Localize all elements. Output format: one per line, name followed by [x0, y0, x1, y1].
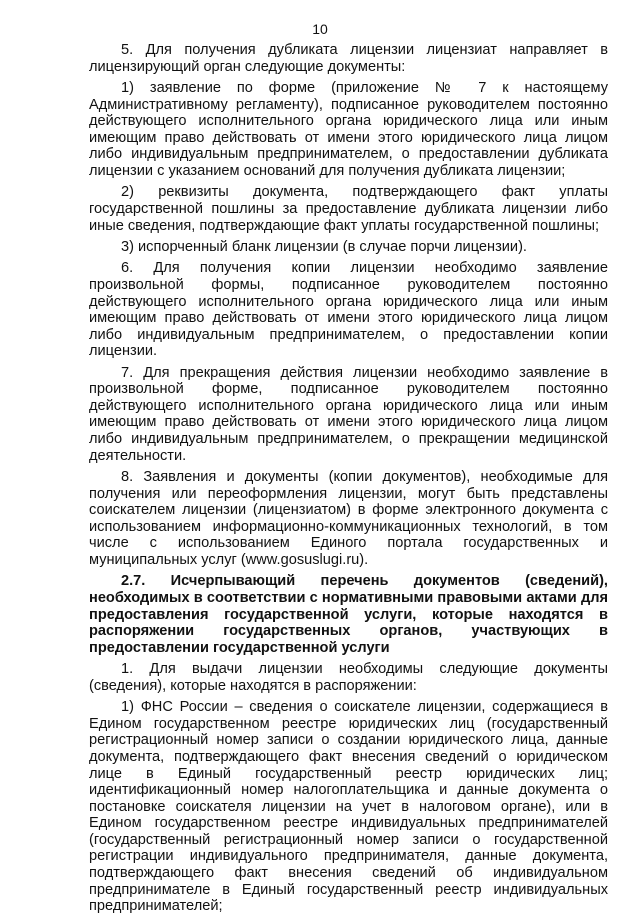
paragraph-7: 7. Для прекращения действия лицензии необходимо заявление в произвольной форме, подписанное руководителем постоянно действующего исполнительного органа юридического лица или иным имеющим право действовать от имени этого юридического лица лицом либо индивидуальным предпринимателем, о прекращении медицинской деятельности. — [89, 364, 608, 464]
document-body — [89, 42, 608, 915]
paragraph-5-item-2: 2) реквизиты документа, подтверждающего факт уплаты государственной пошлины за предоставление дубликата лицензии либо иные сведения, подтверждающие факт уплаты государственной пошлины; — [89, 184, 608, 234]
paragraph-5: 5. Для получения дубликата лицензии лицензиат направляет в лицензирующий орган следующие документы: — [89, 42, 608, 75]
section-heading: 2.7. Исчерпывающий перечень документов (сведений), необходимых в соответствии с нормативными правовыми актами для предоставления государственной услуги, которые находятся в распоряжении государственных органов, участвующих в предоставлении государственной услуги — [89, 573, 608, 656]
paragraph-5-item-1: 1) заявление по форме (приложение № 7 к настоящему Административному регламенту), подписанное руководителем постоянно действующего исполнительного органа юридического лица или иным имеющим право действовать от имени этого юридического лица лицом либо индивидуальным предпринимателем, о предоставлении дубликата лицензии с указанием оснований для получения дубликата лицензии; — [89, 79, 608, 179]
paragraph-8: 8. Заявления и документы (копии документов), необходимые для получения или переоформления лицензии, могут быть представлены соискателем лицензии (лицензиатом) в форме электронного документа с использованием информационно-коммуникационных технологий, в том числе с использованием Единого портала государственных и муниципальных услуг (www.gosuslugi.ru). — [89, 469, 608, 568]
page-number: 10 — [312, 21, 328, 37]
section-paragraph-1-item-1: 1) ФНС России – сведения о соискателе лицензии, содержащиеся в Едином государственном реестре юридических лиц (государственный регистрационный номер записи о создании юридического лица, данные документа, подтверждающего факт внесения сведений о юридическом лице в Единый государственный реестр юридических лиц; идентификационный номер налогоплательщика и данные документа о постановке соискателя лицензии на учет в налоговом органе), или в Едином государственном реестре индивидуальных предпринимателей (государственный регистрационный номер записи о государственной регистрации индивидуального предпринимателя, данные документа, подтверждающего факт внесения сведений об индивидуальном предпринимателе в Единый государственный реестр индивидуальных предпринимателей; — [89, 699, 608, 915]
paragraph-5-item-3: 3) испорченный бланк лицензии (в случае порчи лицензии). — [121, 238, 527, 255]
paragraph-6: 6. Для получения копии лицензии необходимо заявление произвольной формы, подписанное руководителем постоянно действующего исполнительного органа юридического лица или иным имеющим право действовать от имени этого юридического лица лицом либо индивидуальным предпринимателем, о предоставлении копии лицензии. — [89, 260, 608, 360]
section-paragraph-1: 1. Для выдачи лицензии необходимы следующие документы (сведения), которые находятся в распоряжении: — [89, 661, 608, 694]
